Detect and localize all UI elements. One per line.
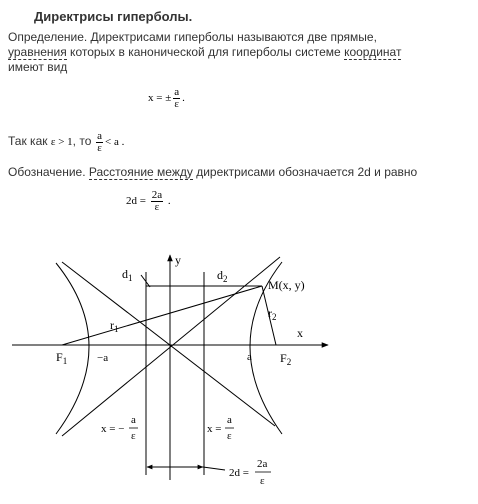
notation-prefix: Обозначение. [8,165,89,179]
since-den: ε [97,142,102,154]
formula2-num: 2a [151,189,163,201]
F1-label: $F_1$ [56,350,68,366]
point-M-label: M(x, y) [268,278,305,292]
since-cond: ε > 1 [50,136,73,149]
distance-2d-pointer [203,467,225,470]
formula1-num: a [174,86,180,98]
a-label: a [247,351,252,363]
dist-eq-lhs: 2d = [229,467,249,479]
d2-label: $d_2$ [217,268,228,284]
dist-eq-num: 2a [257,458,268,470]
distance-link[interactable]: Расстояние между [88,165,193,179]
formula1-end: . [182,92,185,105]
dist-eq-den: ε [260,475,265,487]
formula1-den: ε [174,98,179,110]
d1-label: $d_1$ [122,267,133,283]
minus-a-label: −a [97,352,109,364]
since-mid: , то [72,134,92,149]
coordinates-link[interactable]: координат [344,45,402,59]
formula2-end: . [167,195,171,208]
y-axis-label: y [175,253,181,267]
page-title: Директрисы гиперболы. [34,9,193,24]
right-directrix-eq-num: a [227,414,232,426]
F2-label: $F_2$ [280,351,292,367]
since-end: . [121,136,125,149]
formula2-den: ε [154,201,160,213]
equations-link[interactable]: уравнения [8,45,67,59]
left-directrix-eq-lhs: x = − [101,423,125,435]
definition-line-1: Определение. Директрисами гиперболы называются две прямые, [8,30,377,44]
asymptote-1 [62,262,275,426]
left-directrix-eq-num: a [131,414,136,426]
since-prefix: Так как [8,134,48,149]
asymptote-2 [62,257,280,436]
focal-radius-r1 [62,286,262,345]
definition-line-3: имеют вид [8,60,68,74]
since-num: a [97,130,103,142]
hyperbola-left-branch [56,263,89,434]
definition-line-2-text: которых в канонической для гиперболы системе [66,45,345,59]
formula1-lhs: x = ± [148,92,172,105]
formula2-lhs: 2d = [126,195,146,208]
r1-label: $r_1$ [110,318,119,334]
right-directrix-eq-den: ε [227,430,232,442]
r2-label: $r_2$ [268,306,277,322]
notation-suffix: директрисами обозначается 2d и равно [192,165,418,179]
since-rel: < a [105,136,119,149]
right-directrix-eq-lhs: x = [207,423,222,435]
left-directrix-eq-den: ε [131,430,136,442]
x-axis-label: x [297,326,303,340]
